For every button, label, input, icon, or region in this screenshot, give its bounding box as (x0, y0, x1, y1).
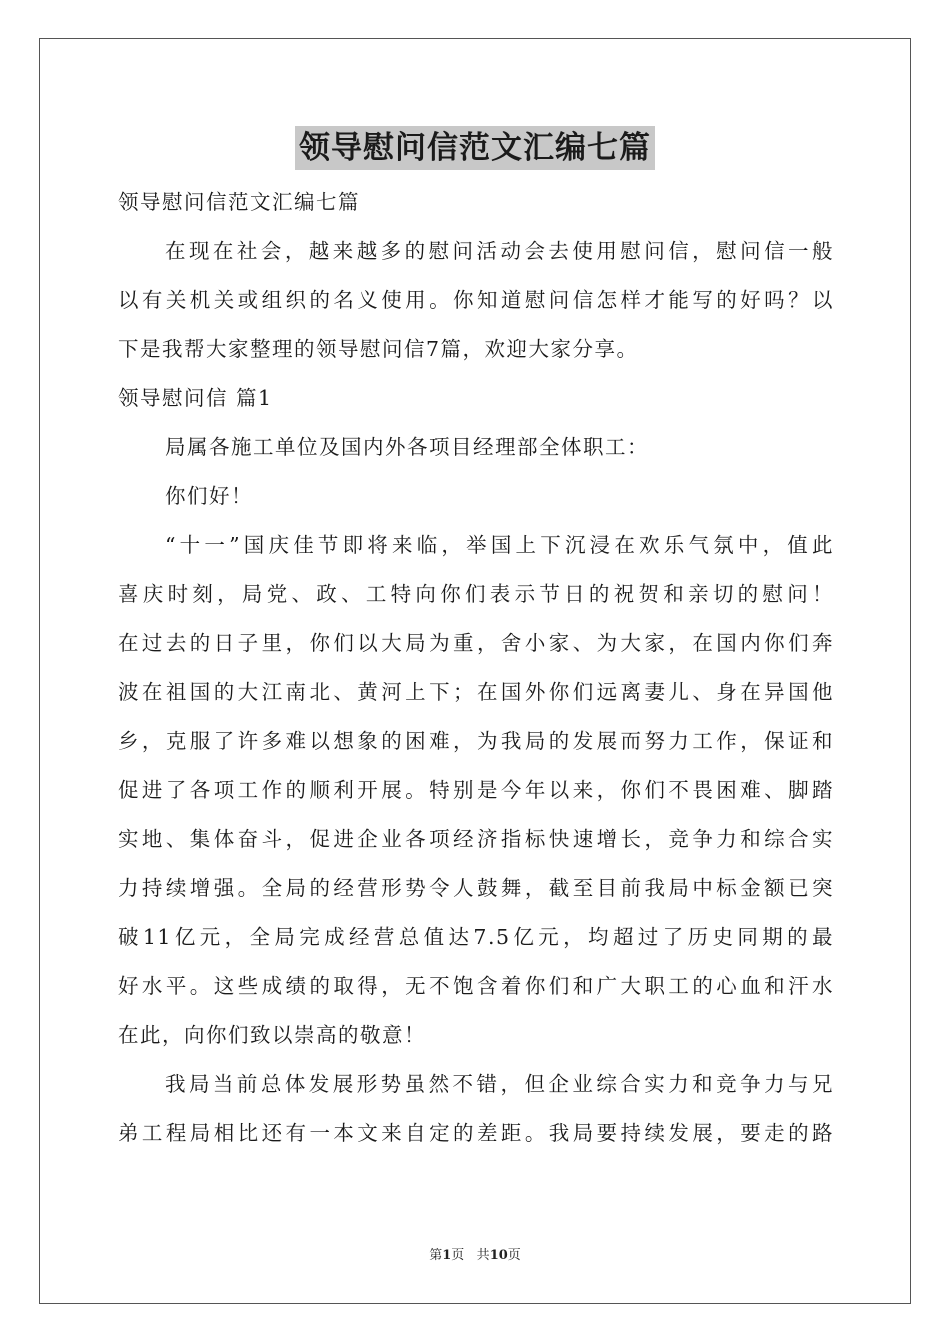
text-line: 乡，克服了许多难以想象的困难，为我局的发展而努力工作，保证和 (118, 729, 834, 753)
text-line: 领导慰问信范文汇编七篇 (118, 190, 360, 214)
footer-total-pages: 10 (489, 1248, 508, 1263)
footer-page-suffix: 页 (451, 1248, 465, 1263)
text-line: “十一”国庆佳节即将来临，举国上下沉浸在欢乐气氛中，值此 (165, 533, 834, 557)
text-line: 喜庆时刻，局党、政、工特向你们表示节日的祝贺和亲切的慰问！ (118, 582, 834, 606)
text-line: 弟工程局相比还有一本文来自定的差距。我局要持续发展，要走的路 (118, 1121, 834, 1145)
text-line: 在现在社会，越来越多的慰问活动会去使用慰问信，慰问信一般 (165, 239, 834, 263)
text-line: 力持续增强。全局的经营形势令人鼓舞，截至目前我局中标金额已突 (118, 876, 834, 900)
text-line: 我局当前总体发展形势虽然不错，但企业综合实力和竞争力与兄 (165, 1072, 834, 1096)
text-line: 促进了各项工作的顺利开展。特别是今年以来，你们不畏困难、脚踏 (118, 778, 834, 802)
text-line: 在过去的日子里，你们以大局为重，舍小家、为大家，在国内你们奔 (118, 631, 834, 655)
footer-total-prefix: 共 (476, 1248, 490, 1263)
text-line: 局属各施工单位及国内外各项目经理部全体职工： (165, 435, 649, 459)
text-line: 领导慰问信 篇1 (118, 386, 273, 410)
document-title: 领导慰问信范文汇编七篇 (295, 126, 655, 170)
text-line: 破11亿元，全局完成经营总值达7.5亿元，均超过了历史同期的最 (118, 925, 834, 949)
text-line: 以有关机关或组织的名义使用。你知道慰问信怎样才能写的好吗？以 (118, 288, 834, 312)
text-line: 波在祖国的大江南北、黄河上下；在国外你们远离妻儿、身在异国他 (118, 680, 834, 704)
footer-page-number: 1 (442, 1248, 452, 1263)
text-line: 好水平。这些成绩的取得，无不饱含着你们和广大职工的心血和汗水 (118, 974, 834, 998)
footer-page-prefix: 第 (429, 1248, 443, 1263)
footer-total-suffix: 页 (507, 1248, 521, 1263)
text-line: 在此，向你们致以崇高的敬意！ (118, 1023, 426, 1047)
document-body (118, 178, 834, 1158)
text-line: 下是我帮大家整理的领导慰问信7篇，欢迎大家分享。 (118, 337, 639, 361)
title-container (0, 126, 950, 170)
page-footer (0, 1247, 950, 1265)
text-line: 实地、集体奋斗，促进企业各项经济指标快速增长，竞争力和综合实 (118, 827, 834, 851)
text-line: 你们好！ (165, 484, 253, 508)
